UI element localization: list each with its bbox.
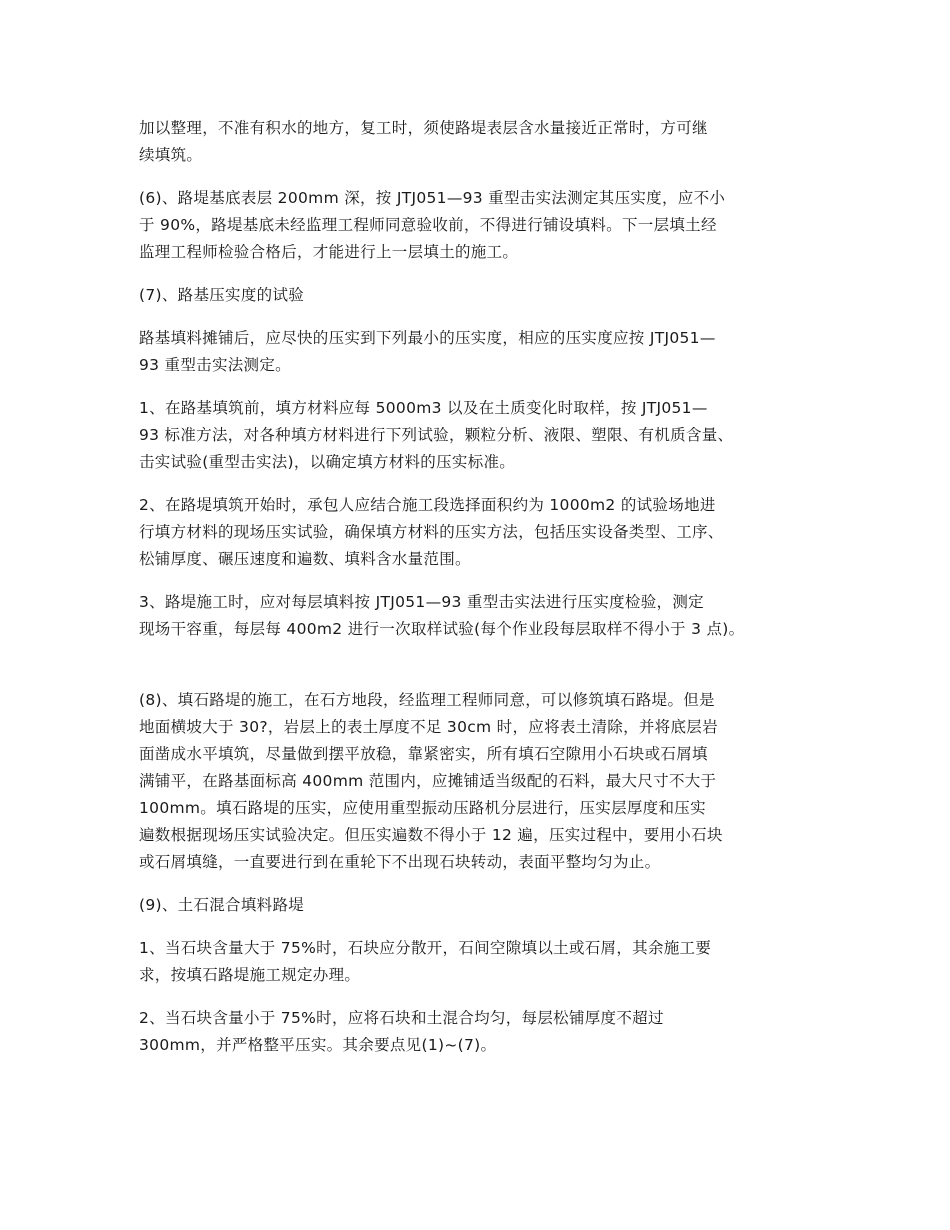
text-line: 93 重型击实法测定。 [139, 356, 291, 374]
text-line: 加以整理，不准有积水的地方，复工时，须使路堤表层含水量接近正常时，方可继 [139, 119, 708, 137]
text-line: 现场干容重，每层每 400m2 进行一次取样试验(每个作业段每层取样不得小于 3 点)。 [139, 620, 745, 638]
paragraph-item-9-1 [139, 935, 829, 989]
document-body [139, 115, 829, 1059]
text-line: 1、当石块含量大于 75%时，石块应分散开，石间空隙填以土或石屑，其余施工要 [139, 939, 712, 957]
text-line: 遍数根据现场压实试验决定。但压实遍数不得小于 12 遍，压实过程中，要用小石块 [139, 826, 723, 844]
text-line: 300mm，并严格整平压实。其余要点见(1)~(7)。 [139, 1036, 497, 1054]
text-line: 100mm。填石路堤的压实，应使用重型振动压路机分层进行，压实层厚度和压实 [139, 799, 706, 817]
text-line: 或石屑填缝，一直要进行到在重轮下不出现石块转动，表面平整均匀为止。 [139, 853, 661, 871]
heading-item-9 [139, 892, 829, 919]
text-line: 93 标准方法，对各种填方材料进行下列试验，颗粒分析、液限、塑限、有机质含量、 [139, 426, 734, 444]
paragraph-item-7-3 [139, 589, 829, 643]
paragraph-item-8 [139, 687, 829, 876]
paragraph-item-7-1 [139, 395, 829, 476]
text-line: 满铺平，在路基面标高 400mm 范围内，应摊铺适当级配的石料，最大尺寸不大于 [139, 772, 717, 790]
section-heading: (7)、路基压实度的试验 [139, 286, 305, 304]
text-line: 续填筑。 [139, 146, 203, 164]
text-line: 2、当石块含量小于 75%时，应将石块和土混合均匀，每层松铺厚度不超过 [139, 1009, 664, 1027]
text-line: 地面横坡大于 30?，岩层上的表土厚度不足 30cm 时，应将表土清除，并将底层岩 [139, 718, 718, 736]
text-line: (6)、路堤基底表层 200mm 深，按 JTJ051—93 重型击实法测定其压实度，应不小 [139, 189, 726, 207]
text-line: 于 90%，路堤基底未经监理工程师同意验收前，不得进行铺设填料。下一层填土经 [139, 216, 717, 234]
heading-item-7 [139, 282, 829, 309]
paragraph-item-7-intro [139, 325, 829, 379]
section-heading: (9)、土石混合填料路堤 [139, 896, 305, 914]
text-line: 1、在路基填筑前，填方材料应每 5000m3 以及在土质变化时取样，按 JTJ051— [139, 399, 708, 417]
paragraph-item-6 [139, 185, 829, 266]
paragraph-item-9-2 [139, 1005, 829, 1059]
paragraph-item-7-2 [139, 492, 829, 573]
text-line: 松铺厚度、碾压速度和遍数、填料含水量范围。 [139, 550, 471, 568]
text-line: 2、在路堤填筑开始时，承包人应结合施工段选择面积约为 1000m2 的试验场地进 [139, 496, 716, 514]
text-line: (8)、填石路堤的施工，在石方地段，经监理工程师同意，可以修筑填石路堤。但是 [139, 691, 715, 709]
text-line: 求，按填石路堤施工规定办理。 [139, 966, 361, 984]
text-line: 击实试验(重型击实法)，以确定填方材料的压实标准。 [139, 453, 516, 471]
text-line: 行填方材料的现场压实试验，确保填方材料的压实方法，包括压实设备类型、工序、 [139, 523, 724, 541]
text-line: 面凿成水平填筑，尽量做到摆平放稳，靠紧密实，所有填石空隙用小石块或石屑填 [139, 745, 708, 763]
text-line: 3、路堤施工时，应对每层填料按 JTJ051—93 重型击实法进行压实度检验，测定 [139, 593, 704, 611]
text-line: 路基填料摊铺后，应尽快的压实到下列最小的压实度，相应的压实度应按 JTJ051— [139, 329, 716, 347]
paragraph-rainfall-continuation [139, 115, 829, 169]
text-line: 监理工程师检验合格后，才能进行上一层填土的施工。 [139, 243, 519, 261]
